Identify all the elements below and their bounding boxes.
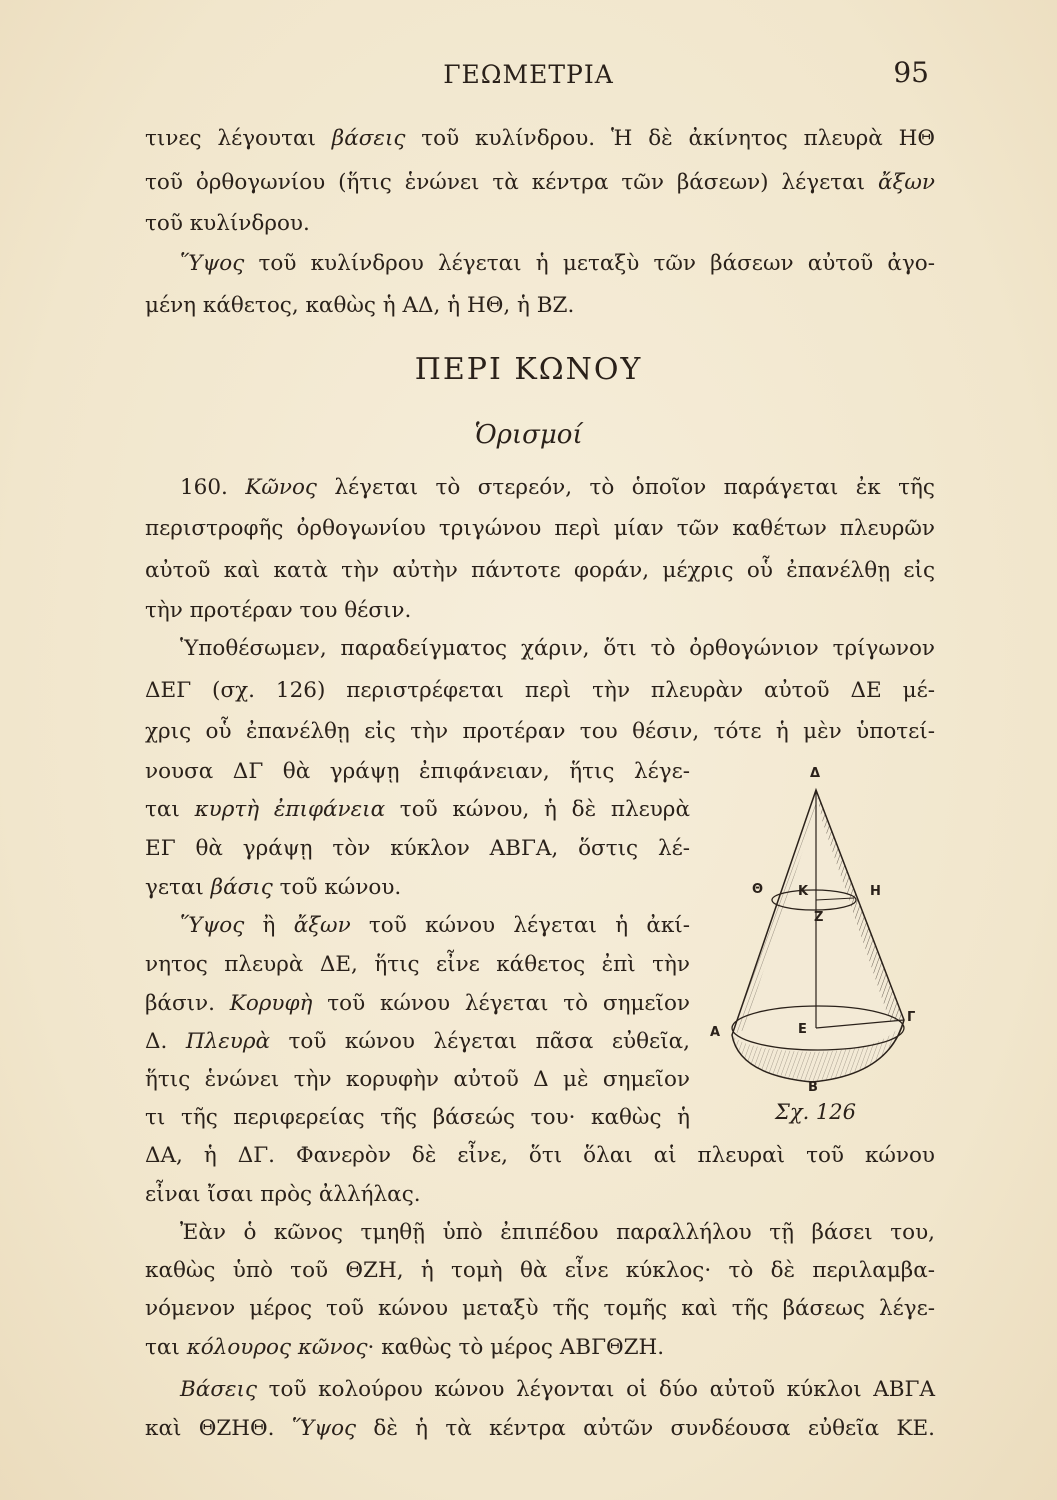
- text-line: τοῦ κυλίνδρου.: [145, 211, 310, 236]
- text-line: εἶναι ἴσαι πρὸς ἀλλήλας.: [145, 1182, 421, 1207]
- label-zeta: Ζ: [814, 910, 824, 925]
- text-line: γεται βάσις τοῦ κώνου.: [145, 875, 402, 900]
- text-line: τι τῆς περιφερείας τῆς βάσεώς του· καθὼς ἡ: [145, 1105, 690, 1130]
- text-line: καὶ ΘΖΗΘ. Ὕψος δὲ ἡ τὰ κέντρα αὐτῶν συνδέουσα εὐθεῖα ΚΕ.: [145, 1416, 935, 1441]
- text-line: Ὕψος τοῦ κυλίνδρου λέγεται ἡ μεταξὺ τῶν βάσεων αὐτοῦ ἀγο-: [180, 251, 935, 276]
- text-line: τινες λέγουται βάσεις τοῦ κυλίνδρου. Ἡ δὲ ἀκίνητος πλευρὰ ΗΘ: [145, 126, 935, 151]
- text-line: Ὕψος ἢ ἄξων τοῦ κώνου λέγεται ἡ ἀκί-: [180, 913, 690, 938]
- label-alpha: Α: [710, 1025, 721, 1040]
- text-line: Δ. Πλευρὰ τοῦ κώνου λέγεται πᾶσα εὐθεῖα,: [145, 1029, 690, 1054]
- text-line: αὐτοῦ καὶ κατὰ τὴν αὐτὴν πάντοτε φοράν, μέχρις οὗ ἐπανέλθῃ εἰς: [145, 558, 935, 583]
- text-line: χρις οὗ ἐπανέλθῃ εἰς τὴν προτέραν του θέσιν, τότε ἡ μὲν ὑποτεί-: [145, 719, 935, 744]
- label-gamma: Γ: [907, 1010, 916, 1025]
- label-eta: Η: [870, 884, 881, 899]
- text-line: βάσιν. Κορυφὴ τοῦ κώνου λέγεται τὸ σημεῖον: [145, 991, 691, 1016]
- text-line: ΔΑ, ἡ ΔΓ. Φανερὸν δὲ εἶνε, ὅτι ὅλαι αἱ πλευραὶ τοῦ κώνου: [145, 1143, 935, 1168]
- text-line: νητος πλευρὰ ΔΕ, ἥτις εἶνε κάθετος ἐπὶ τὴν: [145, 952, 690, 977]
- text-line: μένη κάθετος, καθὼς ἡ ΑΔ, ἡ ΗΘ, ἡ ΒΖ.: [145, 293, 575, 318]
- running-header-title: ΓΕΩΜΕΤΡΙΑ: [443, 60, 614, 89]
- section-title: ΠΕΡΙ ΚΩΝΟΥ: [414, 352, 643, 387]
- label-delta: Δ: [810, 766, 821, 781]
- text-line: ΕΓ θὰ γράψῃ τὸν κύκλον ΑΒΓΑ, ὅστις λέ-: [145, 836, 690, 861]
- label-epsilon: Ε: [798, 1022, 807, 1037]
- cone-figure: [704, 760, 944, 1100]
- text-line: ται κόλουρος κῶνος· καθὼς τὸ μέρος ΑΒΓΘΖΗ.: [145, 1335, 665, 1360]
- text-line: ΔΕΓ (σχ. 126) περιστρέφεται περὶ τὴν πλευρὰν αὐτοῦ ΔΕ μέ-: [145, 678, 935, 703]
- text-line: νουσα ΔΓ θὰ γράψῃ ἐπιφάνειαν, ἥτις λέγε-: [145, 759, 690, 784]
- text-line: ἥτις ἑνώνει τὴν κορυφὴν αὐτοῦ Δ μὲ σημεῖον: [145, 1067, 690, 1092]
- text-line: ται κυρτὴ ἐπιφάνεια τοῦ κώνου, ἡ δὲ πλευρὰ: [145, 797, 690, 822]
- text-line: 160. Κῶνος λέγεται τὸ στερεόν, τὸ ὁποῖον παράγεται ἐκ τῆς: [180, 475, 935, 500]
- figure-caption: Σχ. 126: [775, 1100, 857, 1124]
- text-line: τὴν προτέραν του θέσιν.: [145, 598, 412, 623]
- label-beta: Β: [808, 1080, 818, 1095]
- text-line: Ἐὰν ὁ κῶνος τμηθῇ ὑπὸ ἐπιπέδου παραλλήλου τῇ βάσει του,: [180, 1220, 935, 1245]
- label-theta: Θ: [752, 882, 764, 897]
- subsection-title: Ὁρισμοί: [474, 420, 583, 450]
- cone-body: [732, 790, 904, 1082]
- text-line: καθὼς ὑπὸ τοῦ ΘΖΗ, ἡ τομὴ θὰ εἶνε κύκλος· τὸ δὲ περιλαμβα-: [145, 1258, 935, 1283]
- text-line: νόμενον μέρος τοῦ κώνου μεταξὺ τῆς τομῆς καὶ τῆς βάσεως λέγε-: [145, 1296, 935, 1321]
- text-line: τοῦ ὀρθογωνίου (ἥτις ἑνώνει τὰ κέντρα τῶν βάσεων) λέγεται ἄξων: [145, 170, 935, 195]
- page-number: 95: [893, 56, 929, 89]
- text-line: Ὑποθέσωμεν, παραδείγματος χάριν, ὅτι τὸ ὀρθογώνιον τρίγωνον: [180, 636, 935, 661]
- text-line: περιστροφῆς ὀρθογωνίου τριγώνου περὶ μίαν τῶν καθέτων πλευρῶν: [145, 516, 935, 541]
- cone-drawing: [704, 760, 944, 1100]
- text-line: Βάσεις τοῦ κολούρου κώνου λέγονται οἱ δύο αὐτοῦ κύκλοι ΑΒΓΑ: [180, 1377, 935, 1402]
- label-kappa: Κ: [798, 884, 809, 899]
